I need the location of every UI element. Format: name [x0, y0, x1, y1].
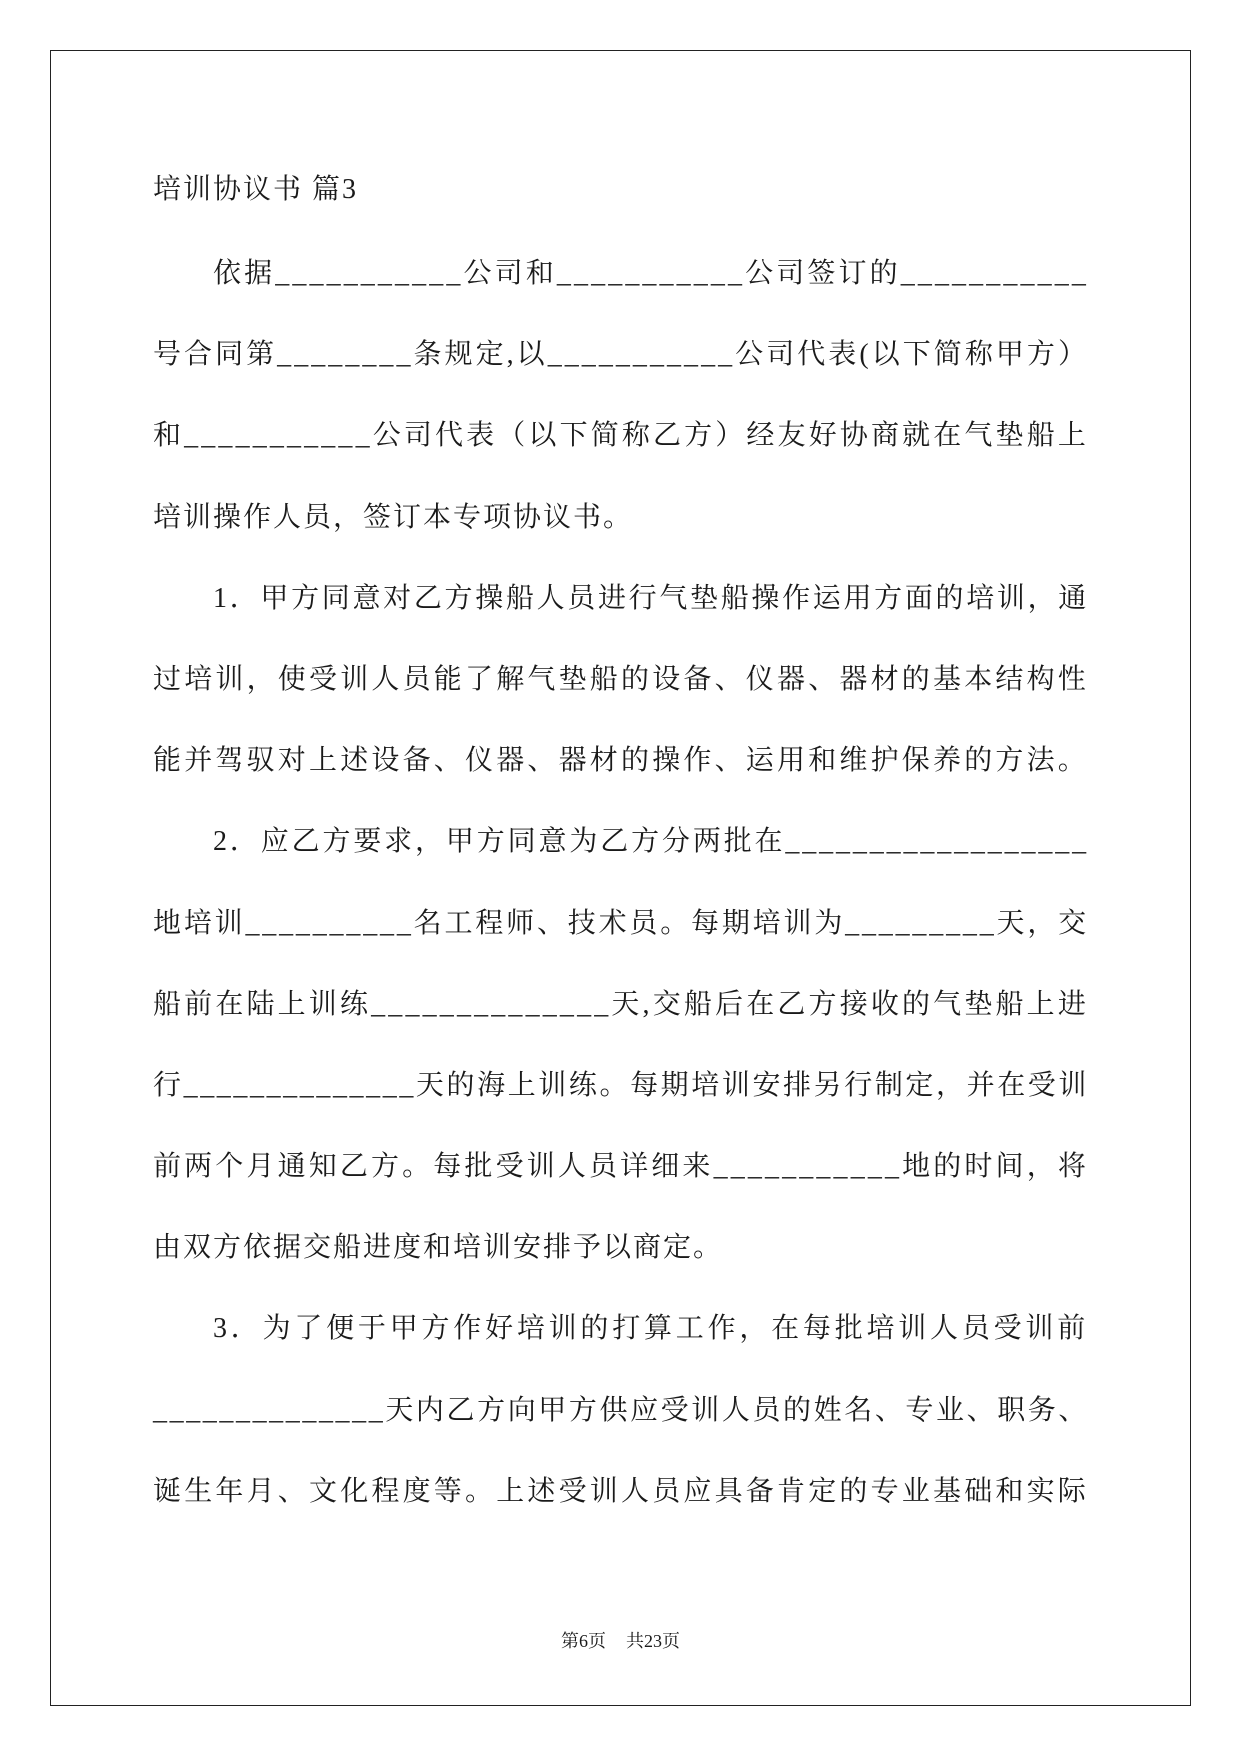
- text-line: 由双方依据交船进度和培训安排予以商定。: [153, 1232, 724, 1264]
- paragraph: [153, 233, 1089, 558]
- page-footer: [0, 1629, 1241, 1653]
- text-line: 依据___________公司和___________公司签订的___________: [213, 258, 1089, 289]
- text-line: 过培训，使受训人员能了解气垫船的设备、仪器、器材的基本结构性: [153, 663, 1089, 695]
- page-total: 共23页: [626, 1631, 680, 1651]
- text-line: 和___________公司代表（以下简称乙方）经友好协商就在气垫船上: [153, 420, 1089, 452]
- text-line: 3．为了便于甲方作好培训的打算工作，在每批培训人员受训前: [213, 1313, 1089, 1345]
- text-line: 诞生年月、文化程度等。上述受训人员应具备肯定的专业基础和实际: [153, 1475, 1089, 1507]
- paragraph: [153, 1288, 1089, 1532]
- page-number: 第6页: [561, 1631, 606, 1651]
- text-line: 前两个月通知乙方。每批受训人员详细来___________地的时间，将: [153, 1151, 1089, 1183]
- text-line: 船前在陆上训练______________天,交船后在乙方接收的气垫船上进: [153, 988, 1089, 1020]
- document-body: [153, 149, 1089, 1532]
- paragraph: [153, 801, 1089, 1288]
- text-line: ______________天内乙方向甲方供应受训人员的姓名、专业、职务、: [153, 1394, 1089, 1426]
- text-line: 培训操作人员，签订本专项协议书。: [153, 501, 634, 533]
- text-line: 能并驾驭对上述设备、仪器、器材的操作、运用和维护保养的方法。: [153, 745, 1089, 777]
- text-line: 1．甲方同意对乙方操船人员进行气垫船操作运用方面的培训，通: [213, 582, 1089, 614]
- paragraph: [153, 558, 1089, 802]
- text-line: 行______________天的海上训练。每期培训安排另行制定，并在受训: [153, 1069, 1089, 1101]
- text-line: 地培训__________名工程师、技术员。每期培训为_________天，交: [153, 907, 1089, 939]
- text-line: 号合同第________条规定,以___________公司代表(以下简称甲方）: [153, 339, 1089, 371]
- document-title: 培训协议书 篇3: [153, 174, 359, 205]
- text-line: 2．应乙方要求，甲方同意为乙方分两批在__________________: [213, 826, 1089, 858]
